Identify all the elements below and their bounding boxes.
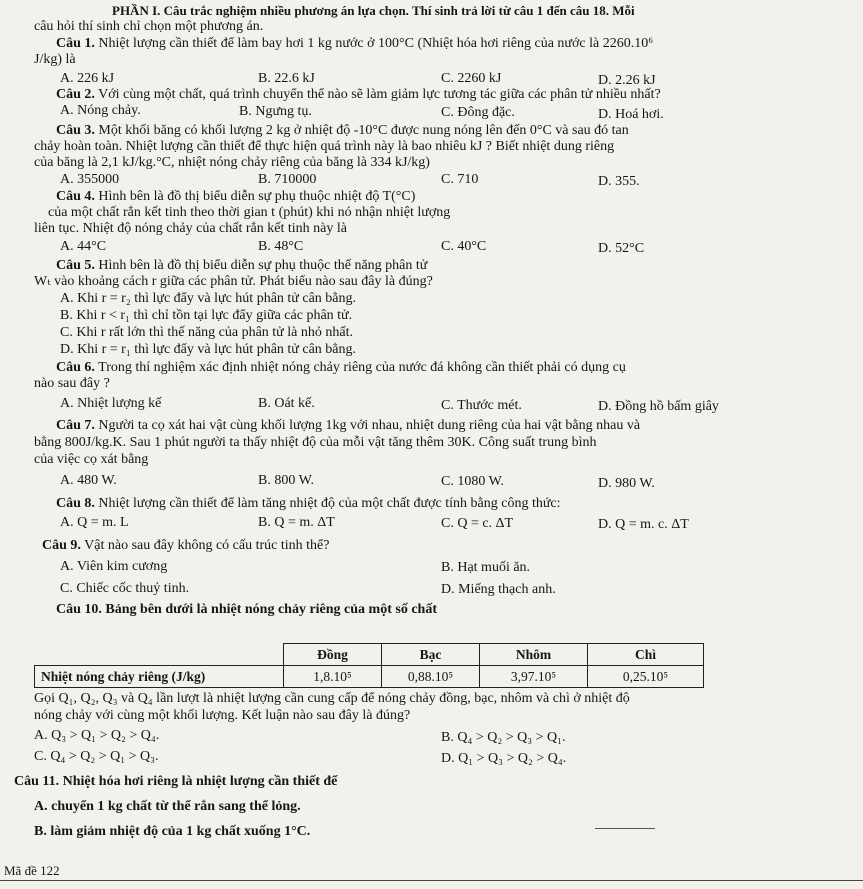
question-text: nào sau đây ? bbox=[34, 376, 110, 391]
option-b[interactable]: B. 800 W. bbox=[258, 473, 315, 488]
option-b[interactable]: B. 22.6 kJ bbox=[258, 71, 315, 86]
option-d[interactable]: D. 355. bbox=[598, 174, 640, 189]
option-c[interactable]: C. Chiếc cốc thuỷ tinh. bbox=[60, 581, 190, 596]
question-label: Câu 1. bbox=[56, 36, 95, 51]
question-label: Câu 4. bbox=[56, 189, 95, 204]
question-text: chảy hoàn toàn. Nhiệt lượng cần thiết để thực hiện quá trình này là bao nhiêu kJ ? Biết nhiệt dung riêng bbox=[34, 139, 615, 154]
question-label: Câu 8. bbox=[56, 496, 95, 511]
table-row bbox=[35, 666, 704, 688]
option-b[interactable]: B. làm giảm nhiệt độ của 1 kg chất xuống 1°C. bbox=[34, 824, 311, 839]
question-text: của băng là 2,1 kJ/kg.°C, nhiệt nóng chảy riêng của băng là 334 kJ/kg) bbox=[34, 155, 430, 170]
option-d[interactable]: D. Hoá hơi. bbox=[598, 107, 664, 122]
option-a[interactable]: A. Khi r = r₂ thì lực đẩy và lực hút phân tử cân bằng. bbox=[60, 291, 357, 306]
option-a[interactable]: A. Q₃ > Q₁ > Q₂ > Q₄. bbox=[34, 728, 160, 743]
table-header: Chì bbox=[588, 644, 704, 666]
question-label: Câu 9. bbox=[42, 538, 81, 553]
table-cell: 3,97.10⁵ bbox=[480, 666, 588, 688]
option-a[interactable]: A. 355000 bbox=[60, 172, 120, 187]
question-label: Câu 10. bbox=[56, 602, 102, 617]
table-header-row bbox=[35, 644, 704, 666]
question-11 bbox=[14, 773, 337, 790]
question-text: liên tục. Nhiệt độ nóng chảy của chất rắn kết tinh này là bbox=[34, 221, 347, 236]
question-5 bbox=[56, 257, 427, 274]
exam-code: Mã đề 122 bbox=[4, 863, 60, 878]
question-text: Hình bên là đồ thị biểu diễn sự phụ thuộc thế năng phân tử bbox=[98, 258, 428, 273]
option-a[interactable]: A. 226 kJ bbox=[60, 71, 115, 86]
question-text: bằng 800J/kg.K. Sau 1 phút người ta thấy nhiệt độ của mỗi vật tăng thêm 30K. Công suất trung bình bbox=[34, 435, 597, 450]
question-text: Nhiệt lượng cần thiết để làm tăng nhiệt độ của một chất được tính bằng công thức: bbox=[98, 496, 561, 511]
question-1 bbox=[56, 35, 653, 52]
option-c[interactable]: C. Q₄ > Q₂ > Q₁ > Q₃. bbox=[34, 749, 159, 764]
option-b[interactable]: B. Oát kế. bbox=[258, 396, 315, 411]
divider bbox=[595, 828, 655, 829]
question-6 bbox=[56, 359, 626, 376]
question-8 bbox=[56, 495, 561, 512]
question-text: Trong thí nghiệm xác định nhiệt nóng chảy riêng của nước đá không cần thiết phải có dụng cụ bbox=[98, 360, 626, 375]
question-label: Câu 2. bbox=[56, 87, 95, 102]
option-c[interactable]: C. Thước mét. bbox=[441, 398, 522, 413]
question-label: Câu 7. bbox=[56, 418, 95, 433]
option-c[interactable]: C. Đông đặc. bbox=[441, 105, 515, 120]
option-b[interactable]: B. Hạt muối ăn. bbox=[441, 560, 531, 575]
table-cell: 0,25.10⁵ bbox=[588, 666, 704, 688]
option-a[interactable]: A. Viên kim cương bbox=[60, 559, 168, 574]
option-c[interactable]: C. Q = c. ΔT bbox=[441, 516, 514, 531]
question-text: J/kg) là bbox=[34, 52, 76, 67]
question-text: Wₜ vào khoảng cách r giữa các phân tử. Phát biểu nào sau đây là đúng? bbox=[34, 274, 433, 289]
table-header: Nhôm bbox=[480, 644, 588, 666]
table-header: Bạc bbox=[382, 644, 480, 666]
option-d[interactable]: D. Miếng thạch anh. bbox=[441, 582, 556, 597]
option-b[interactable]: B. Q = m. ΔT bbox=[258, 515, 335, 530]
option-a[interactable]: A. Nhiệt lượng kế bbox=[60, 396, 162, 411]
question-10 bbox=[56, 601, 437, 618]
option-a[interactable]: A. 44°C bbox=[60, 239, 107, 254]
question-text: Một khối băng có khối lượng 2 kg ở nhiệt độ -10°C được nung nóng lên đến 0°C và sau đó tan bbox=[98, 123, 629, 138]
section-header: PHẦN I. Câu trắc nghiệm nhiều phương án lựa chọn. Thí sinh trả lời từ câu 1 đến câu 18. Mỗi bbox=[112, 3, 635, 18]
section-header-cont: câu hỏi thí sinh chỉ chọn một phương án. bbox=[34, 19, 264, 34]
option-a[interactable]: A. chuyển 1 kg chất từ thể rắn sang thể lỏng. bbox=[34, 799, 301, 814]
option-b[interactable]: B. 710000 bbox=[258, 172, 317, 187]
melting-heat-table bbox=[34, 643, 704, 688]
option-d[interactable]: D. Đồng hồ bấm giây bbox=[598, 399, 719, 414]
question-text: của việc cọ xát bằng bbox=[34, 452, 149, 467]
option-c[interactable]: C. 2260 kJ bbox=[441, 71, 502, 86]
question-text: Với cùng một chất, quá trình chuyển thể nào sẽ làm giảm lực tương tác giữa các phân tử nhiều nhất? bbox=[98, 87, 661, 102]
question-text: nóng chảy với cùng một khối lượng. Kết luận nào sau đây là đúng? bbox=[34, 708, 411, 723]
option-c[interactable]: C. 40°C bbox=[441, 239, 487, 254]
table-header: Đồng bbox=[284, 644, 382, 666]
option-d[interactable]: D. 52°C bbox=[598, 241, 645, 256]
option-a[interactable]: A. Nóng chảy. bbox=[60, 103, 141, 118]
option-d[interactable]: D. Khi r = r₁ thì lực đẩy và lực hút phân tử cân bằng. bbox=[60, 342, 357, 357]
question-text: Gọi Q₁, Q₂, Q₃ và Q₄ lần lượt là nhiệt lượng cần cung cấp để nóng chảy đồng, bạc, nhôm và chì ở nhiệt độ bbox=[34, 691, 630, 706]
question-9 bbox=[42, 537, 329, 554]
question-2 bbox=[56, 86, 661, 103]
question-text: Nhiệt hóa hơi riêng là nhiệt lượng cần thiết để bbox=[62, 774, 338, 789]
question-label: Câu 3. bbox=[56, 123, 95, 138]
question-text: Người ta cọ xát hai vật cùng khối lượng 1kg với nhau, nhiệt dung riêng của hai vật bằng nhau và bbox=[98, 418, 641, 433]
table-cell: 1,8.10⁵ bbox=[284, 666, 382, 688]
option-a[interactable]: A. Q = m. L bbox=[60, 515, 129, 530]
option-b[interactable]: B. Khi r < r₁ thì chỉ tồn tại lực đẩy giữa các phân tử. bbox=[60, 308, 353, 323]
option-a[interactable]: A. 480 W. bbox=[60, 473, 117, 488]
question-3 bbox=[56, 122, 629, 139]
option-b[interactable]: B. Q₄ > Q₂ > Q₃ > Q₁. bbox=[441, 730, 566, 745]
option-c[interactable]: C. 1080 W. bbox=[441, 474, 505, 489]
question-label: Câu 6. bbox=[56, 360, 95, 375]
question-text: Bảng bên dưới là nhiệt nóng chảy riêng của một số chất bbox=[105, 602, 437, 617]
option-d[interactable]: D. Q = m. c. ΔT bbox=[598, 517, 689, 532]
option-d[interactable]: D. 980 W. bbox=[598, 476, 655, 491]
option-d[interactable]: D. 2.26 kJ bbox=[598, 73, 656, 88]
option-c[interactable]: C. 710 bbox=[441, 172, 479, 187]
option-b[interactable]: B. 48°C bbox=[258, 239, 304, 254]
table-row-label: Nhiệt nóng chảy riêng (J/kg) bbox=[35, 666, 284, 688]
question-text: Nhiệt lượng cần thiết để làm bay hơi 1 kg nước ở 100°C (Nhiệt hóa hơi riêng của nước là 2260.10⁶ bbox=[98, 36, 654, 51]
option-b[interactable]: B. Ngưng tụ. bbox=[239, 104, 312, 119]
question-label: Câu 11. bbox=[14, 774, 60, 789]
table-corner bbox=[35, 644, 284, 666]
question-text: Hình bên là đồ thị biểu diễn sự phụ thuộc nhiệt độ T(°C) bbox=[98, 189, 416, 204]
question-text: Vật nào sau đây không có cấu trúc tinh thể? bbox=[84, 538, 330, 553]
question-7 bbox=[56, 417, 640, 434]
option-d[interactable]: D. Q₁ > Q₃ > Q₂ > Q₄. bbox=[441, 751, 567, 766]
footer-divider bbox=[0, 880, 863, 881]
question-text: của một chất rắn kết tinh theo thời gian t (phút) khi nó nhận nhiệt lượng bbox=[48, 205, 451, 220]
option-c[interactable]: C. Khi r rất lớn thì thế năng của phân tử là nhỏ nhất. bbox=[60, 325, 353, 340]
question-label: Câu 5. bbox=[56, 258, 95, 273]
question-4 bbox=[56, 188, 415, 205]
table-cell: 0,88.10⁵ bbox=[382, 666, 480, 688]
